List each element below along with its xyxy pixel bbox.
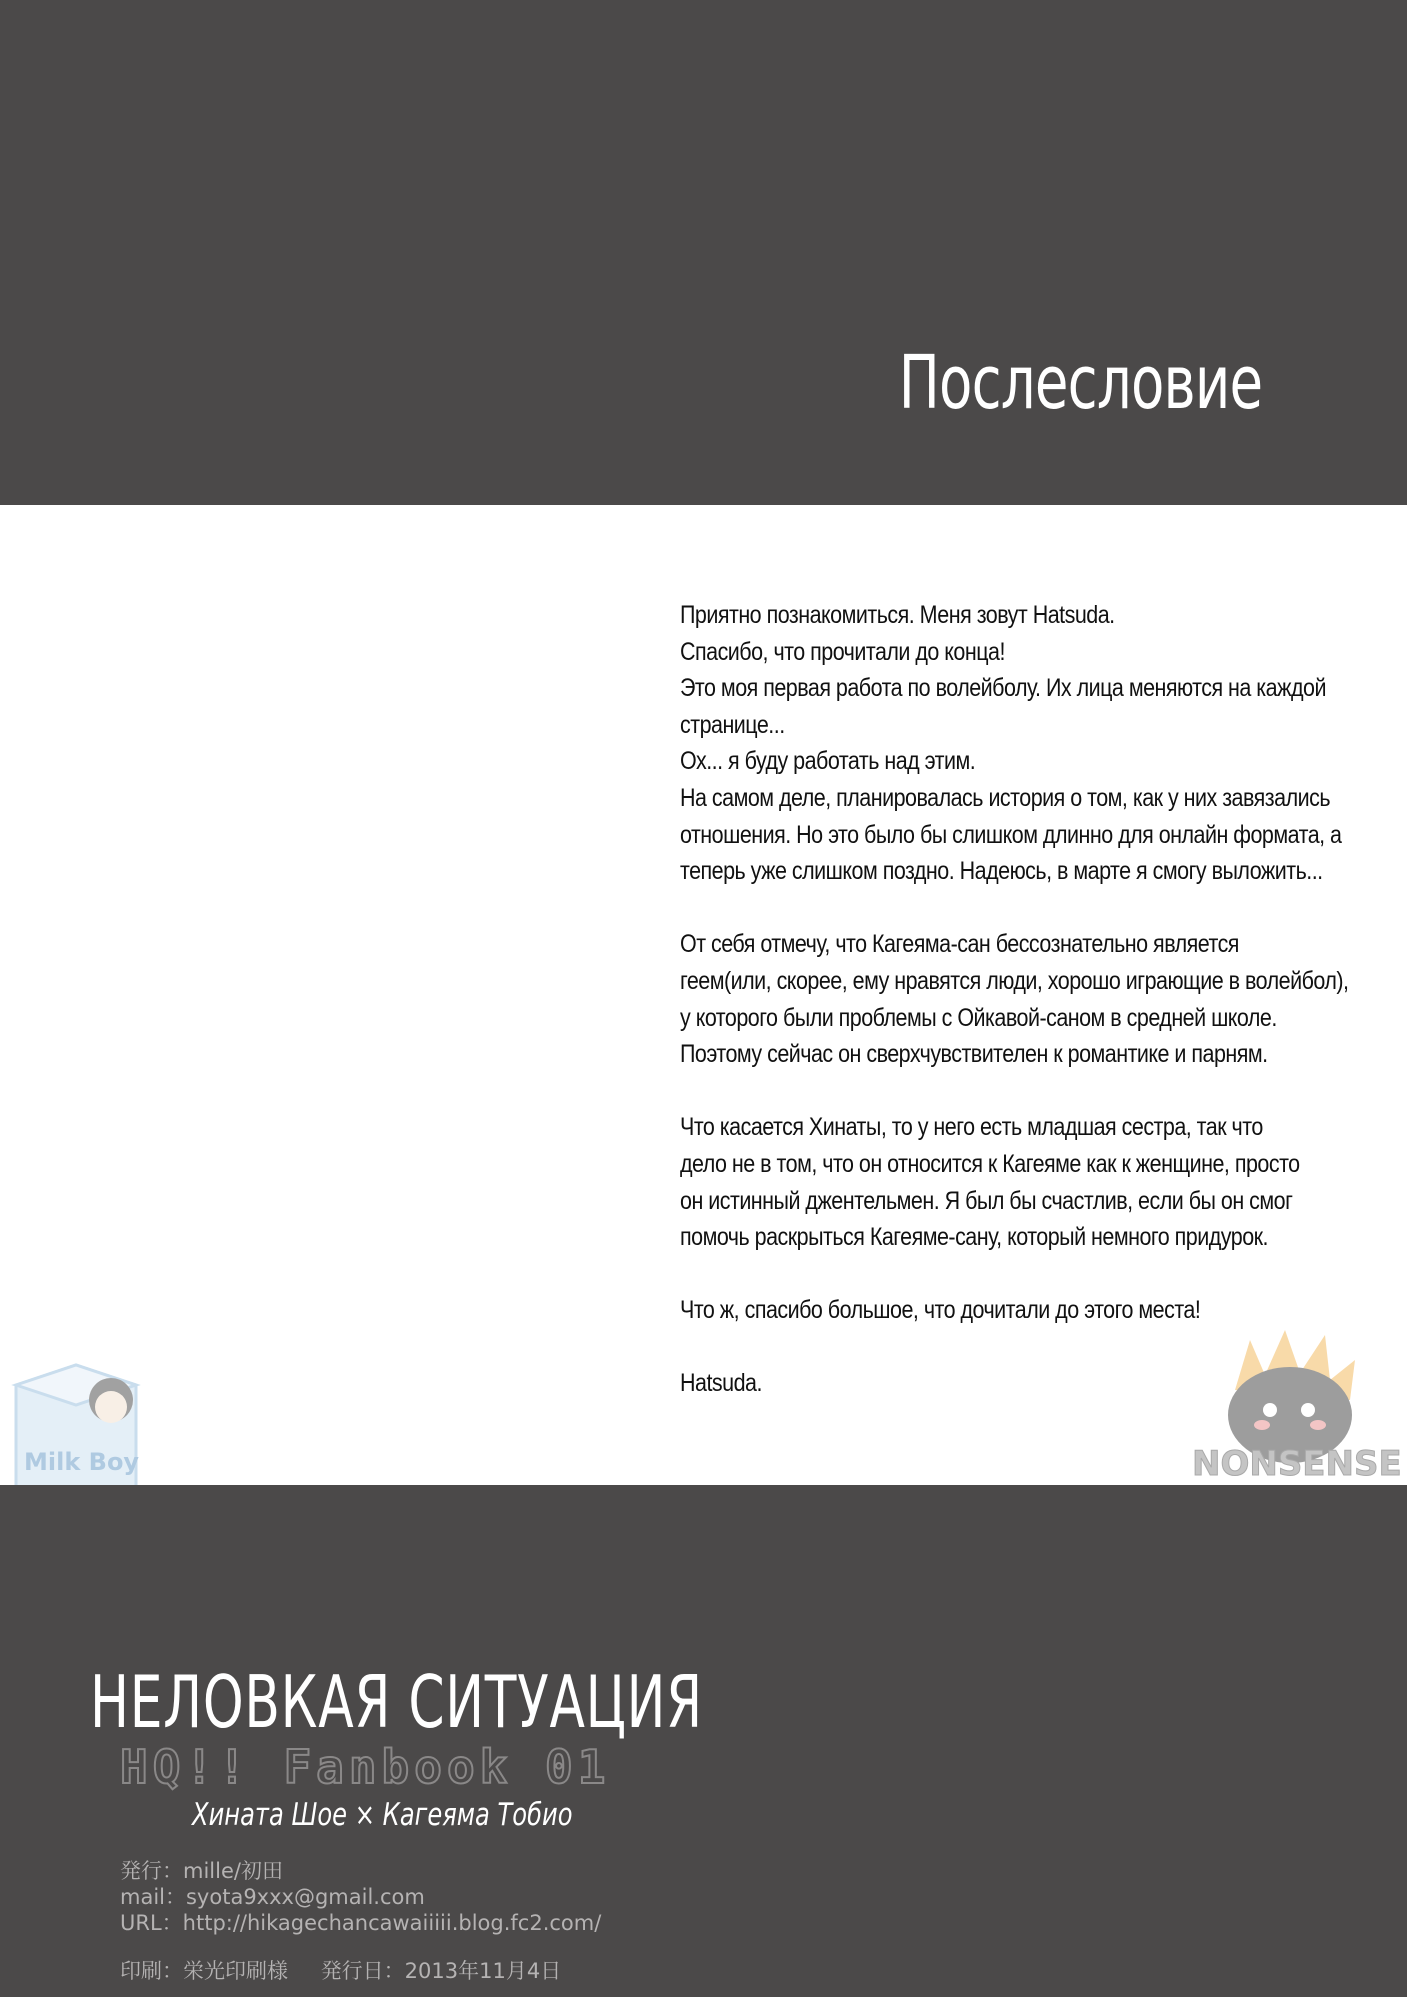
top-dark-band — [0, 0, 1407, 505]
publisher-line: 発行：mille/初田 — [120, 1859, 283, 1883]
text-line: Hatsuda. — [680, 1369, 762, 1398]
text-line: Приятно познакомиться. Меня зовут Hatsuda. — [680, 601, 1115, 629]
text-line: Спасибо, что прочитали до конца! — [680, 637, 1005, 666]
pairing-line: Хината Шое × Кагеяма Тобио — [192, 1797, 573, 1833]
text-line: странице... — [680, 710, 785, 739]
text-line: дело не в том, что он относится к Кагеяме как к женщине, просто — [680, 1149, 1300, 1178]
text-line: теперь уже слишком поздно. Надеюсь, в марте я смогу выложить... — [680, 857, 1323, 886]
nonsense-text: NONSENSE — [1192, 1444, 1402, 1484]
text-line: Это моя первая работа по волейболу. Их лица меняются на каждой — [680, 674, 1326, 703]
milk-boy-logo-icon — [6, 1345, 146, 1505]
text-line: он истинный джентельмен. Я был бы счастлив, если бы он смог — [680, 1186, 1293, 1215]
url-line: URL：http://hikagechancawaiiiii.blog.fc2.com/ — [120, 1911, 602, 1935]
paragraph-3 — [680, 1109, 1370, 1255]
credits-block — [120, 1858, 601, 1936]
text-line: отношения. Но это было бы слишком длинно для онлайн формата, а — [680, 820, 1342, 849]
text-line: Поэтому сейчас он сверхчувствителен к романтике и парням. — [680, 1040, 1268, 1069]
text-line: помочь раскрыться Кагеяме-сану, который немного придурок. — [680, 1223, 1268, 1252]
text-line: От себя отмечу, что Кагеяма-сан бессознательно является — [680, 930, 1239, 959]
text-line: На самом деле, планировалась история о том, как у них завязались — [680, 783, 1331, 812]
printer-line: 印刷：栄光印刷様 — [120, 1959, 288, 1983]
text-line: геем(или, скорее, ему нравятся люди, хорошо играющие в волейбол), — [680, 966, 1349, 995]
issue-date: 発行日：2013年11月4日 — [320, 1959, 562, 1983]
text-line: Что ж, спасибо большое, что дочитали до этого места! — [680, 1296, 1201, 1325]
text-line: Ох... я буду работать над этим. — [680, 747, 976, 776]
mail-line: mail：syota9xxx@gmail.com — [120, 1885, 425, 1909]
paragraph-1 — [680, 597, 1370, 890]
afterword-text — [680, 597, 1370, 1439]
fanbook-subtitle: HQ!! Fanbook 01 — [120, 1740, 611, 1794]
book-title: НЕЛОВКАЯ СИТУАЦИЯ — [90, 1660, 703, 1744]
afterword-title: Послесловие — [898, 340, 1262, 426]
print-info — [120, 1955, 561, 1985]
text-line: Что касается Хинаты, то у него есть младшая сестра, так что — [680, 1113, 1263, 1142]
paragraph-2 — [680, 926, 1370, 1072]
text-line: у которого были проблемы с Ойкавой-саном в средней школе. — [680, 1003, 1277, 1032]
milk-boy-text: Milk Boy — [24, 1448, 140, 1476]
